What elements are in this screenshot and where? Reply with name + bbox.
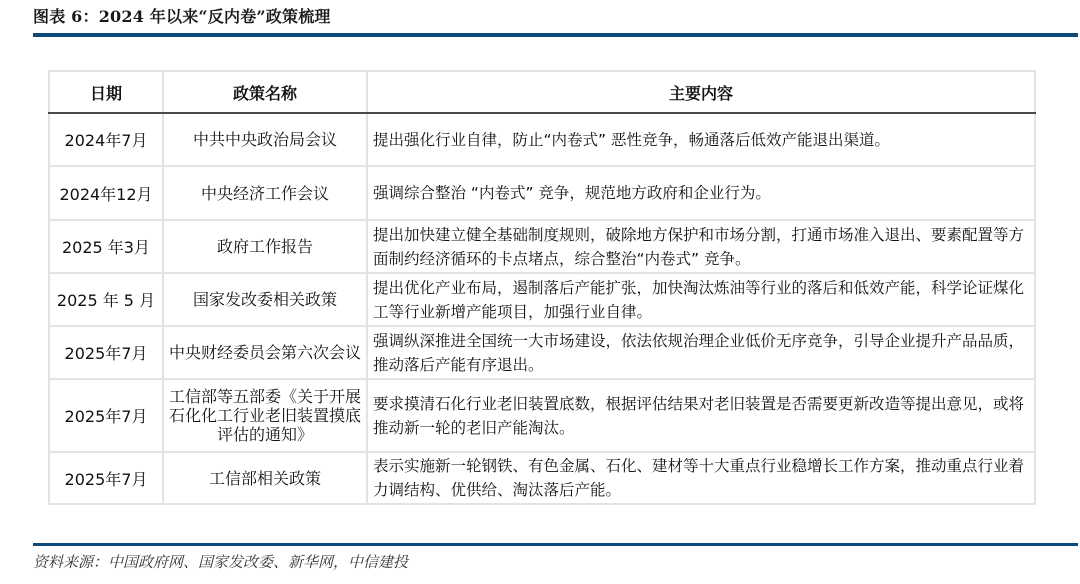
cell-policy-name: 中央财经委员会第六次会议	[163, 326, 367, 379]
cell-policy-name: 中共中央政治局会议	[163, 113, 367, 166]
cell-content: 要求摸清石化行业老旧装置底数，根据评估结果对老旧装置是否需要更新改造等提出意见，或将推动新一轮的老旧产能淘汰。	[367, 379, 1035, 452]
policy-table	[48, 70, 1036, 505]
figure-title: 图表 6：2024 年以来“反内卷”政策梳理	[33, 7, 331, 26]
cell-content: 提出加快建立健全基础制度规则，破除地方保护和市场分割，打通市场准入退出、要素配置等方面制约经济循环的卡点堵点，综合整治“内卷式” 竞争。	[367, 220, 1035, 273]
source-note: 资料来源：中国政府网、国家发改委、新华网，中信建投	[33, 553, 409, 571]
table-row	[49, 326, 1035, 379]
cell-content: 表示实施新一轮钢铁、有色金属、石化、建材等十大重点行业稳增长工作方案，推动重点行业着力调结构、优供给、淘汰落后产能。	[367, 452, 1035, 504]
table-row	[49, 273, 1035, 326]
cell-date: 2024年12月	[49, 166, 163, 220]
cell-date: 2025 年3月	[49, 220, 163, 273]
cell-content: 强调综合整治 “内卷式” 竞争，规范地方政府和企业行为。	[367, 166, 1035, 220]
table-header	[49, 71, 1035, 113]
cell-content: 强调纵深推进全国统一大市场建设，依法依规治理企业低价无序竞争，引导企业提升产品品质，推动落后产能有序退出。	[367, 326, 1035, 379]
cell-policy-name: 国家发改委相关政策	[163, 273, 367, 326]
title-divider	[33, 33, 1078, 37]
table-row	[49, 379, 1035, 452]
cell-date: 2025年7月	[49, 379, 163, 452]
cell-policy-name: 中央经济工作会议	[163, 166, 367, 220]
cell-content: 提出优化产业布局，遏制落后产能扩张，加快淘汰炼油等行业的落后和低效产能，科学论证煤化工等行业新增产能项目，加强行业自律。	[367, 273, 1035, 326]
cell-content: 提出强化行业自律，防止“内卷式” 恶性竞争，畅通落后低效产能退出渠道。	[367, 113, 1035, 166]
header-policy-name: 政策名称	[163, 71, 367, 113]
cell-date: 2025年7月	[49, 452, 163, 504]
table-row	[49, 113, 1035, 166]
cell-policy-name: 工信部相关政策	[163, 452, 367, 504]
table-row	[49, 220, 1035, 273]
table-row	[49, 452, 1035, 504]
cell-policy-name: 工信部等五部委《关于开展石化化工行业老旧装置摸底评估的通知》	[163, 379, 367, 452]
cell-date: 2025年7月	[49, 326, 163, 379]
header-date: 日期	[49, 71, 163, 113]
footer-divider	[33, 543, 1078, 546]
cell-policy-name: 政府工作报告	[163, 220, 367, 273]
header-main-content: 主要内容	[367, 71, 1035, 113]
cell-date: 2024年7月	[49, 113, 163, 166]
table-row	[49, 166, 1035, 220]
cell-date: 2025 年 5 月	[49, 273, 163, 326]
